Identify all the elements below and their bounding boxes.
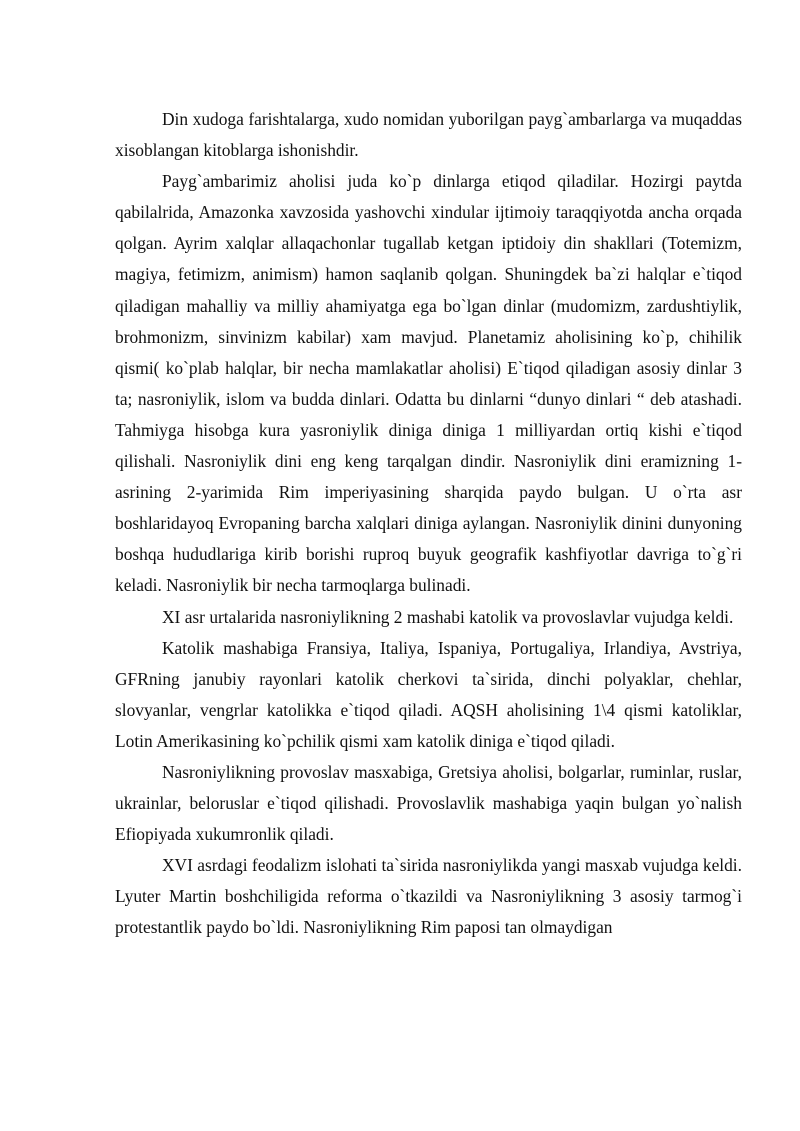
paragraph-schism: XI asr urtalarida nasroniylikning 2 mashabi katolik va provoslavlar vujudga keldi. (162, 606, 734, 627)
document-page (115, 104, 742, 944)
paragraph-religion-definition: Din xudoga farishtalarga, xudo nomidan yuborilgan payg`ambarlarga va muqaddas xisoblangan kitoblarga ishonishdir. (115, 109, 742, 161)
paragraph-protestantism: XVI asrdagi feodalizm islohati ta`sirida nasroniylikda yangi masxab vujudga keldi. Lyuter Martin boshchiligida reforma o`tkazildi va Nasroniylikning 3 asosiy tarmog`i protestantlik paydo bo`ldi. Nasroniylikning Rim paposi tan olmaydigan (115, 855, 742, 938)
paragraph-orthodoxy: Nasroniylikning provoslav masxabiga, Gretsiya aholisi, bolgarlar, ruminlar, ruslar, ukrainlar, beloruslar e`tiqod qilishadi. Provoslavlik mashabiga yaqin bulgan yo`nalish Efiopiyada xukumronlik qiladi. (115, 761, 742, 845)
paragraph-world-religions: Payg`ambarimiz aholisi juda ko`p dinlarga etiqod qiladilar. Hozirgi paytda qabilalrida, Amazonka xavzosida yashovchi xindular ijtimoiy taraqqiyotda ancha orqada qolgan. Ayrim xalqlar allaqachonlar tugallab ketgan iptidoiy din shakllari (Totemizm, magiya, fetimizm, animism) hamon saqlanib qolgan. Shuningdek ba`zi halqlar e`tiqod qiladigan mahalliy va milliy ahamiyatga ega bo`lgan dinlar (mudomizm, zardushtiylik, brohmonizm, sinvinizm kabilar) xam mavjud. Planetamiz aholisining ko`p, chihilik qismi( ko`plab halqlar, bir necha mamlakatlar aholisi) E`tiqod qiladigan asosiy dinlar 3 ta; nasroniylik, islom va budda dinlari. Odatta bu dinlarni “dunyo dinlari “ deb atashadi. Tahmiyga hisobga kura yasroniylik diniga diniga 1 milliyardan ortiq kishi e`tiqod qilishali. Nasroniylik dini eng keng tarqalgan dindir. Nasroniylik dini eramizning 1-asrining 2-yarimida Rim imperiyasining sharqida paydo bulgan. U o`rta asr boshlaridayoq Evropaning barcha xalqlari diniga aylangan. Nasroniylik dinini dunyoning boshqa hududlariga kirib borishi ruproq buyuk geografik kashfiyotlar davriga to`g`ri keladi. Nasroniylik bir necha tarmoqlarga bulinadi. (115, 171, 742, 596)
paragraph-catholicism: Katolik mashabiga Fransiya, Italiya, Ispaniya, Portugaliya, Irlandiya, Avstriya, GFRning janubiy rayonlari katolik cherkovi ta`sirida, dinchi polyaklar, chehlar, slovyanlar, vengrlar katolikka e`tiqod qiladi. AQSH aholisining 1\4 qismi katoliklar, Lotin Amerikasining ko`pchilik qismi xam katolik diniga e`tiqod qiladi. (115, 637, 742, 751)
